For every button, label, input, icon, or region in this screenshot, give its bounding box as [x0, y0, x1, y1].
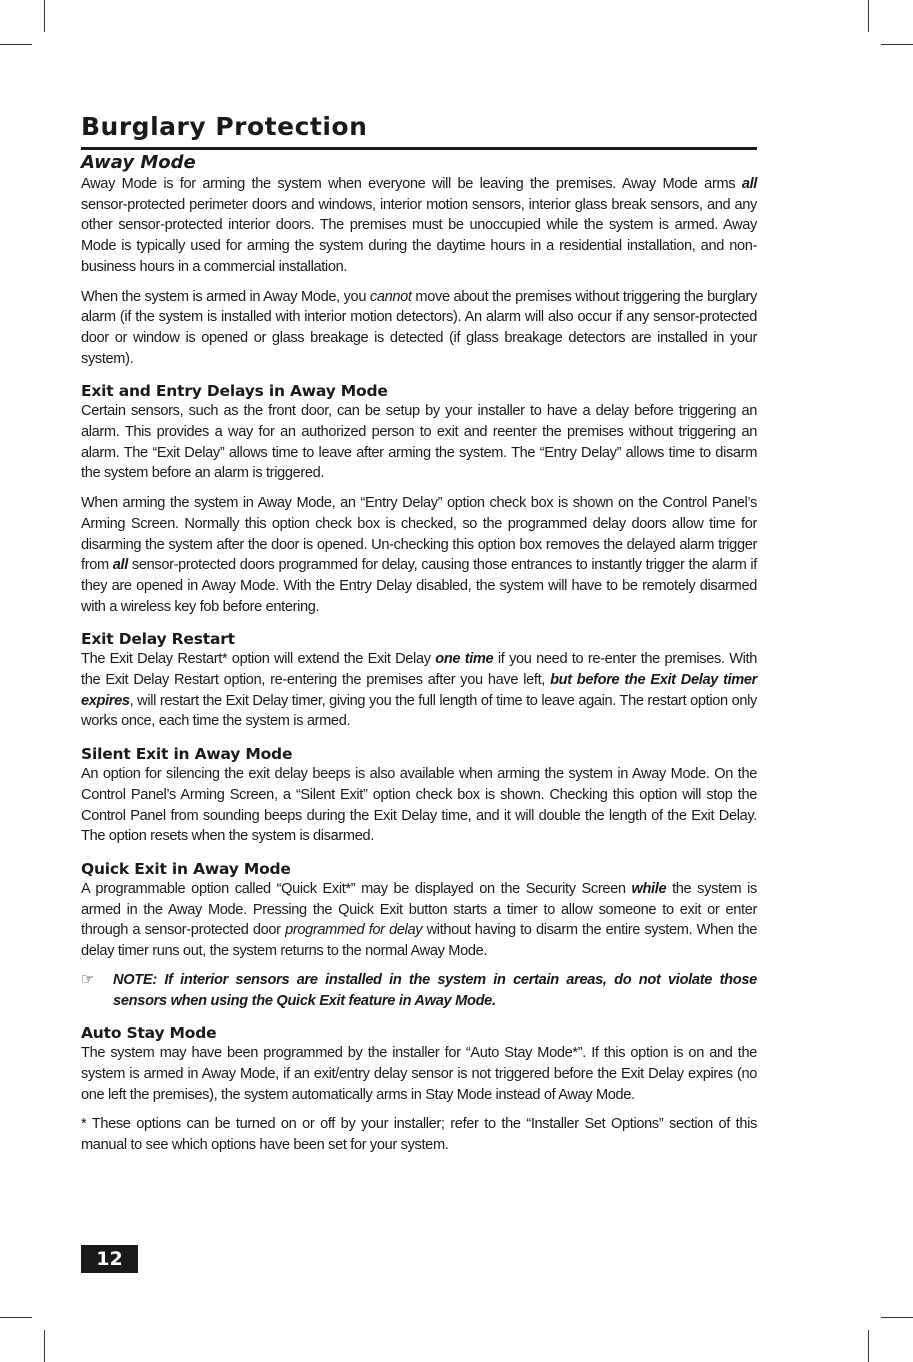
footnote: * These options can be turned on or off by your installer; refer to the “Installer Set Options” section of this manual to see which options have been set for your system. [81, 1116, 757, 1154]
exit-restart-paragraph: The Exit Delay Restart* option will extend the Exit Delay one time if you need to re-enter the premises. With the Exit Delay Restart option, re-entering the premises after you have left, but before the Exit Delay timer expires, will restart the Exit Delay timer, giving you the full length of time to leave again. The restart option only works once, each time the system is armed. [81, 651, 758, 730]
exit-entry-paragraph-1: Certain sensors, such as the front door, can be setup by your installer to have a delay before triggering an alarm. This provides a way for an authorized person to exit and reenter the premises without triggering an alarm. The “Exit Delay” allows time to leave after arming the system. The “Entry Delay” allows time to disarm the system before an alarm is triggered. [81, 403, 757, 482]
section-exit-entry-delays [81, 381, 757, 617]
section-silent-exit [81, 744, 757, 847]
section-auto-stay [81, 1023, 757, 1156]
silent-exit-paragraph: An option for silencing the exit delay beeps is also available when arming the system in Away Mode. On the Control Panel’s Arming Screen, a “Silent Exit” option check box is shown. Checking this option will stop the Control Panel from sounding beeps during the Exit Delay time, and it will double the length of the Exit Delay. The option resets when the system is disarmed. [81, 766, 757, 845]
exit-entry-paragraph-2: When arming the system in Away Mode, an “Entry Delay” option check box is shown on the Control Panel’s Arming Screen. Normally this option check box is checked, so the programmed delay doors allow time for disarming the system after the door is opened. Un-checking this option box removes the delayed alarm trigger from all sensor-protected doors programmed for delay, causing those entrances to instantly trigger the alarm if they are opened in Away Mode. With the Entry Delay disabled, the system will have to be remotely disarmed with a wireless key fob before entering. [81, 495, 758, 615]
section-exit-delay-restart [81, 629, 757, 732]
silent-exit-heading: Silent Exit in Away Mode [81, 745, 293, 764]
crop-mark [881, 44, 913, 45]
quick-exit-paragraph: A programmable option called “Quick Exit*” may be displayed on the Security Screen while the system is armed in the Away Mode. Pressing the Quick Exit button starts a timer to allow someone to exit or enter through a sensor-protected door programmed for delay without having to disarm the entire system. When the delay timer runs out, the system returns to the normal Away Mode. [81, 880, 758, 960]
crop-mark [868, 1330, 869, 1362]
crop-mark [0, 1317, 32, 1318]
crop-mark [0, 44, 32, 45]
exit-entry-heading: Exit and Entry Delays in Away Mode [81, 382, 388, 401]
page-title: Burglary Protection [81, 112, 368, 141]
crop-mark [44, 0, 45, 32]
away-mode-paragraph-2: When the system is armed in Away Mode, you cannot move about the premises without triggering the burglary alarm (if the system is installed with interior motion detectors). An alarm will also occur if any sensor-protected door or window is opened or glass breakage is detected (if glass breakage detectors are installed in your system). [81, 288, 758, 367]
section-quick-exit [81, 859, 757, 1011]
auto-stay-paragraph: The system may have been programmed by the installer for “Auto Stay Mode*”. If this option is on and the system is armed in Away Mode, if an exit/entry delay sensor is not triggered before the Exit Delay expires (no one left the premises), the system automatically arms in Stay Mode instead of Away Mode. [81, 1045, 757, 1103]
away-mode-paragraph-1: Away Mode is for arming the system when everyone will be leaving the premises. Away Mode arms all sensor-protected perimeter doors and windows, interior motion sensors, interior glass break sensors, and any other sensor-protected interior doors. The premises must be unoccupied while the system is armed. Away Mode is typically used for arming the system during the daytime hours in a residential installation, and non-business hours in a commercial installation. [81, 176, 757, 275]
page-content [81, 112, 757, 1156]
section-away-mode [81, 152, 757, 369]
crop-mark [868, 0, 869, 32]
auto-stay-heading: Auto Stay Mode [81, 1024, 217, 1043]
quick-exit-heading: Quick Exit in Away Mode [81, 859, 291, 878]
title-rule [81, 147, 757, 150]
pointing-hand-icon: ☞ [81, 970, 95, 988]
quick-exit-note [81, 970, 757, 1011]
crop-mark [44, 1330, 45, 1362]
page-number: 12 [81, 1245, 138, 1273]
quick-exit-note-text: NOTE: If interior sensors are installed in the system in certain areas, do not violate those sensors when using the Quick Exit feature in Away Mode. [113, 971, 757, 1009]
crop-mark [881, 1317, 913, 1318]
exit-restart-heading: Exit Delay Restart [81, 630, 235, 649]
away-mode-heading: Away Mode [81, 152, 196, 173]
